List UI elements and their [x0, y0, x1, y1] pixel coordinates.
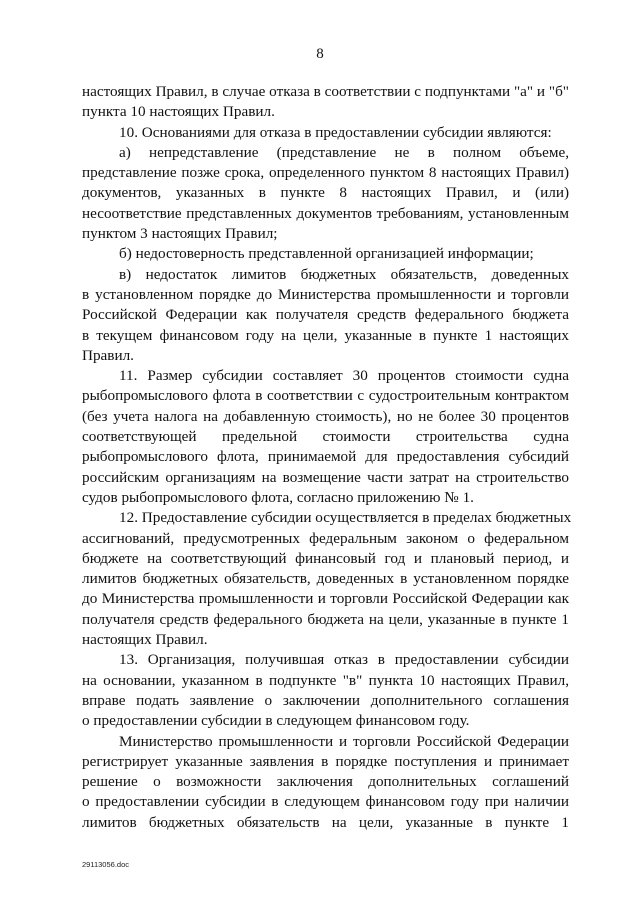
text-line: рыбопромыслового флота, принимаемой для предоставления субсидий: [82, 448, 569, 466]
page-number: 8: [316, 46, 324, 62]
text-line: лимитов бюджетных обязательств на цели, указанные в пункте 1: [82, 813, 569, 831]
text-line: пункта 10 настоящих Правил.: [82, 103, 275, 121]
text-line: о предоставлении субсидии в следующем финансовом году.: [82, 712, 470, 730]
text-line: несоответствие представленных документов требованиям, установленным: [82, 204, 569, 222]
text-line: (без учета налога на добавленную стоимость), но не более 30 процентов: [82, 407, 569, 425]
text-line: решение о возможности заключения дополнительных соглашений: [82, 773, 569, 791]
text-line: лимитов бюджетных обязательств, доведенных в установленном порядке: [82, 570, 569, 588]
text-line: судов рыбопромыслового флота, согласно приложению № 1.: [82, 488, 474, 506]
text-line: пунктом 3 настоящих Правил;: [82, 225, 278, 243]
text-line: настоящих Правил.: [82, 631, 208, 649]
text-line: а) непредставление (представление не в полном объеме,: [119, 143, 569, 161]
text-line: настоящих Правил, в случае отказа в соответствии с подпунктами "а" и "б": [82, 83, 569, 100]
text-line: вправе подать заявление о заключении дополнительного соглашения: [82, 691, 569, 709]
text-line: документов, указанных в пункте 8 настоящих Правил, и (или): [82, 184, 569, 202]
text-line: рыбопромыслового флота в соответствии с судостроительным контрактом: [82, 387, 569, 405]
text-line: 12. Предоставление субсидии осуществляется в пределах бюджетных: [119, 509, 572, 527]
text-line: представление позже срока, определенного пунктом 8 настоящих Правил): [82, 164, 569, 182]
text-line: на основании, указанном в подпункте "в" пункта 10 настоящих Правил,: [82, 671, 569, 689]
text-line: бюджете на соответствующий финансовый год и плановый период, и: [82, 549, 569, 567]
text-line: о предоставлении субсидии в следующем финансовом году при наличии: [82, 793, 569, 811]
text-line: регистрирует указанные заявления в порядке поступления и принимает: [82, 752, 569, 770]
text-line: 13. Организация, получившая отказ в предоставлении субсидии: [119, 651, 569, 669]
text-line: Правил.: [82, 346, 134, 364]
text-line: ассигнований, предусмотренных федеральным законом о федеральном: [82, 529, 569, 547]
text-line: Российской Федерации как получателя средств федерального бюджета: [82, 306, 569, 324]
text-line: российским организациям на возмещение части затрат на строительство: [82, 468, 569, 486]
text-line: в текущем финансовом году на цели, указанные в пункте 1 настоящих: [82, 326, 569, 344]
text-line: получателя средств федерального бюджета на цели, указанные в пункте 1: [82, 610, 569, 628]
text-line: до Министерства промышленности и торговли Российской Федерации как: [82, 590, 569, 608]
footer-filename: 29113056.doc: [82, 860, 129, 869]
text-line: Министерство промышленности и торговли Российской Федерации: [119, 732, 569, 750]
text-line: в установленном порядке до Министерства промышленности и торговли: [82, 285, 569, 303]
text-line: б) недостоверность представленной организацией информации;: [119, 245, 534, 263]
text-line: 10. Основаниями для отказа в предоставлении субсидии являются:: [119, 123, 552, 141]
text-line: 11. Размер субсидии составляет 30 процентов стоимости судна: [119, 367, 569, 385]
text-line: в) недостаток лимитов бюджетных обязательств, доведенных: [119, 265, 569, 283]
text-line: соответствующей предельной стоимости строительства судна: [82, 428, 569, 446]
document-body: [82, 82, 572, 833]
